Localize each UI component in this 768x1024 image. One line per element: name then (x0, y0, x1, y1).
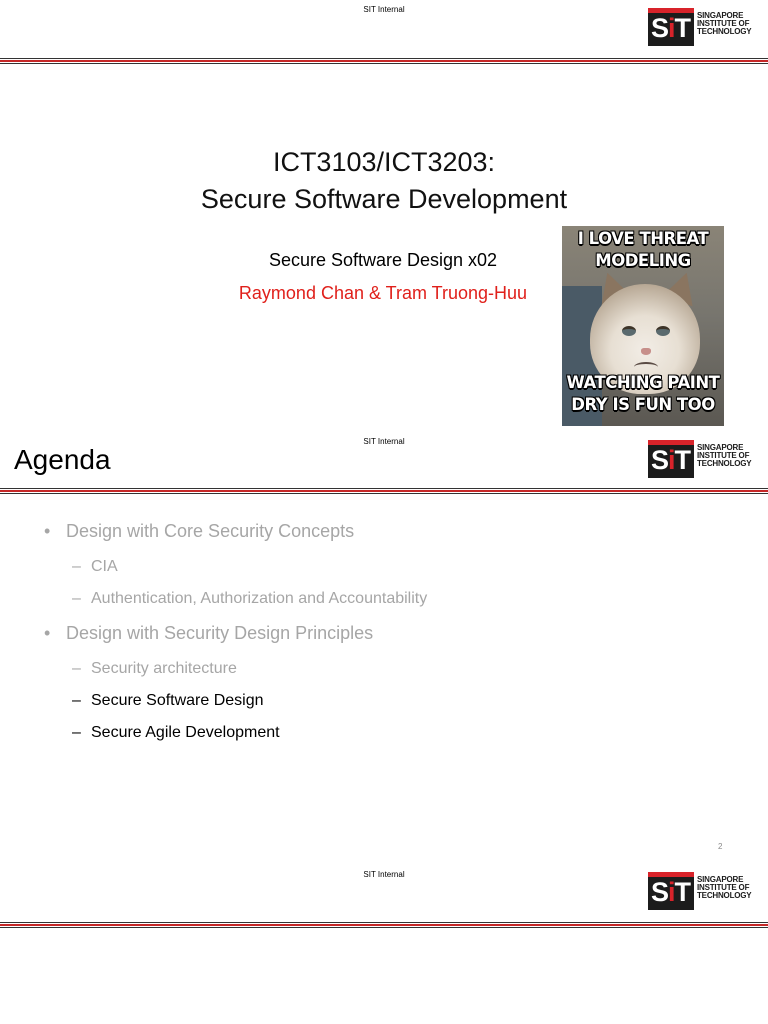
logo-text-line: INSTITUTE OF (697, 883, 750, 892)
agenda-subitem-label: Secure Software Design (91, 692, 264, 709)
agenda-item-label: Design with Core Security Concepts (66, 521, 355, 541)
agenda-item (44, 521, 354, 542)
sit-logo (648, 8, 752, 48)
agenda-subitem-label: Security architecture (91, 660, 237, 677)
bullet-glyph: • (44, 623, 51, 643)
header-rule-top (0, 922, 768, 923)
title-slide (0, 0, 768, 432)
meme-bottom-line: WATCHING PAINT (566, 373, 720, 392)
header-rule-red (0, 490, 768, 492)
header-rule-top (0, 58, 768, 59)
next-slide-partial (0, 864, 768, 1024)
header-rule-bottom (0, 63, 768, 64)
agenda-subitem-current (72, 724, 280, 742)
logo-text (697, 444, 757, 468)
course-code: ICT3103/ICT3203: (272, 147, 496, 177)
logo-text (697, 876, 757, 900)
logo-text-line: SINGAPORE (697, 443, 744, 452)
cat-nose (641, 348, 651, 355)
cat-eye-left (622, 326, 636, 336)
header-rule-red (0, 924, 768, 926)
agenda-slide (0, 432, 768, 864)
logo-mark: SiT (651, 445, 691, 475)
agenda-item-label: Design with Security Design Principles (66, 623, 374, 643)
classification-label: SIT Internal (363, 5, 405, 14)
dash-glyph: – (72, 692, 81, 709)
agenda-subitem-label: Secure Agile Development (91, 724, 280, 741)
dash-glyph: – (72, 724, 81, 741)
dash-glyph: – (72, 558, 81, 575)
agenda-subitem (72, 558, 118, 576)
logo-text-line: SINGAPORE (697, 875, 744, 884)
classification-label: SIT Internal (363, 437, 405, 446)
meme-top-line: MODELING (595, 251, 691, 270)
logo-text-line: TECHNOLOGY (697, 27, 752, 36)
meme-bottom-line: DRY IS FUN TOO (571, 395, 715, 414)
dash-glyph: – (72, 590, 81, 607)
agenda-subitem (72, 590, 427, 608)
cat-eye-right (656, 326, 670, 336)
agenda-subitem-current (72, 692, 264, 710)
meme-bottom-caption (562, 372, 724, 416)
logo-text-line: INSTITUTE OF (697, 451, 750, 460)
sit-logo (648, 440, 752, 480)
logo-mark: SiT (651, 877, 691, 907)
agenda-item (44, 623, 373, 644)
dash-glyph: – (72, 660, 81, 677)
logo-text-line: SINGAPORE (697, 11, 744, 20)
bullet-glyph: • (44, 521, 51, 541)
logo-text-line: TECHNOLOGY (697, 891, 752, 900)
header-rule-bottom (0, 493, 768, 494)
header-rule-top (0, 488, 768, 489)
lecture-subtitle: Secure Software Design x02 (268, 250, 498, 270)
header-rule-bottom (0, 927, 768, 928)
sit-logo (648, 872, 752, 912)
course-title: Secure Software Development (200, 184, 568, 214)
lecture-authors: Raymond Chan & Tram Truong-Huu (238, 283, 528, 303)
meme-top-caption (562, 228, 724, 272)
header-rule-red (0, 60, 768, 62)
logo-text (697, 12, 757, 36)
page-number: 2 (718, 842, 723, 851)
logo-text-line: INSTITUTE OF (697, 19, 750, 28)
agenda-subitem-label: CIA (91, 558, 118, 575)
logo-mark: SiT (651, 13, 691, 43)
classification-label: SIT Internal (363, 870, 405, 879)
grumpy-cat-meme-image (562, 226, 724, 426)
agenda-title: Agenda (14, 444, 111, 475)
cat-mouth (634, 362, 658, 372)
agenda-subitem-label: Authentication, Authorization and Accountability (91, 590, 428, 607)
logo-text-line: TECHNOLOGY (697, 459, 752, 468)
agenda-subitem (72, 660, 237, 678)
meme-top-line: I LOVE THREAT (577, 229, 709, 248)
